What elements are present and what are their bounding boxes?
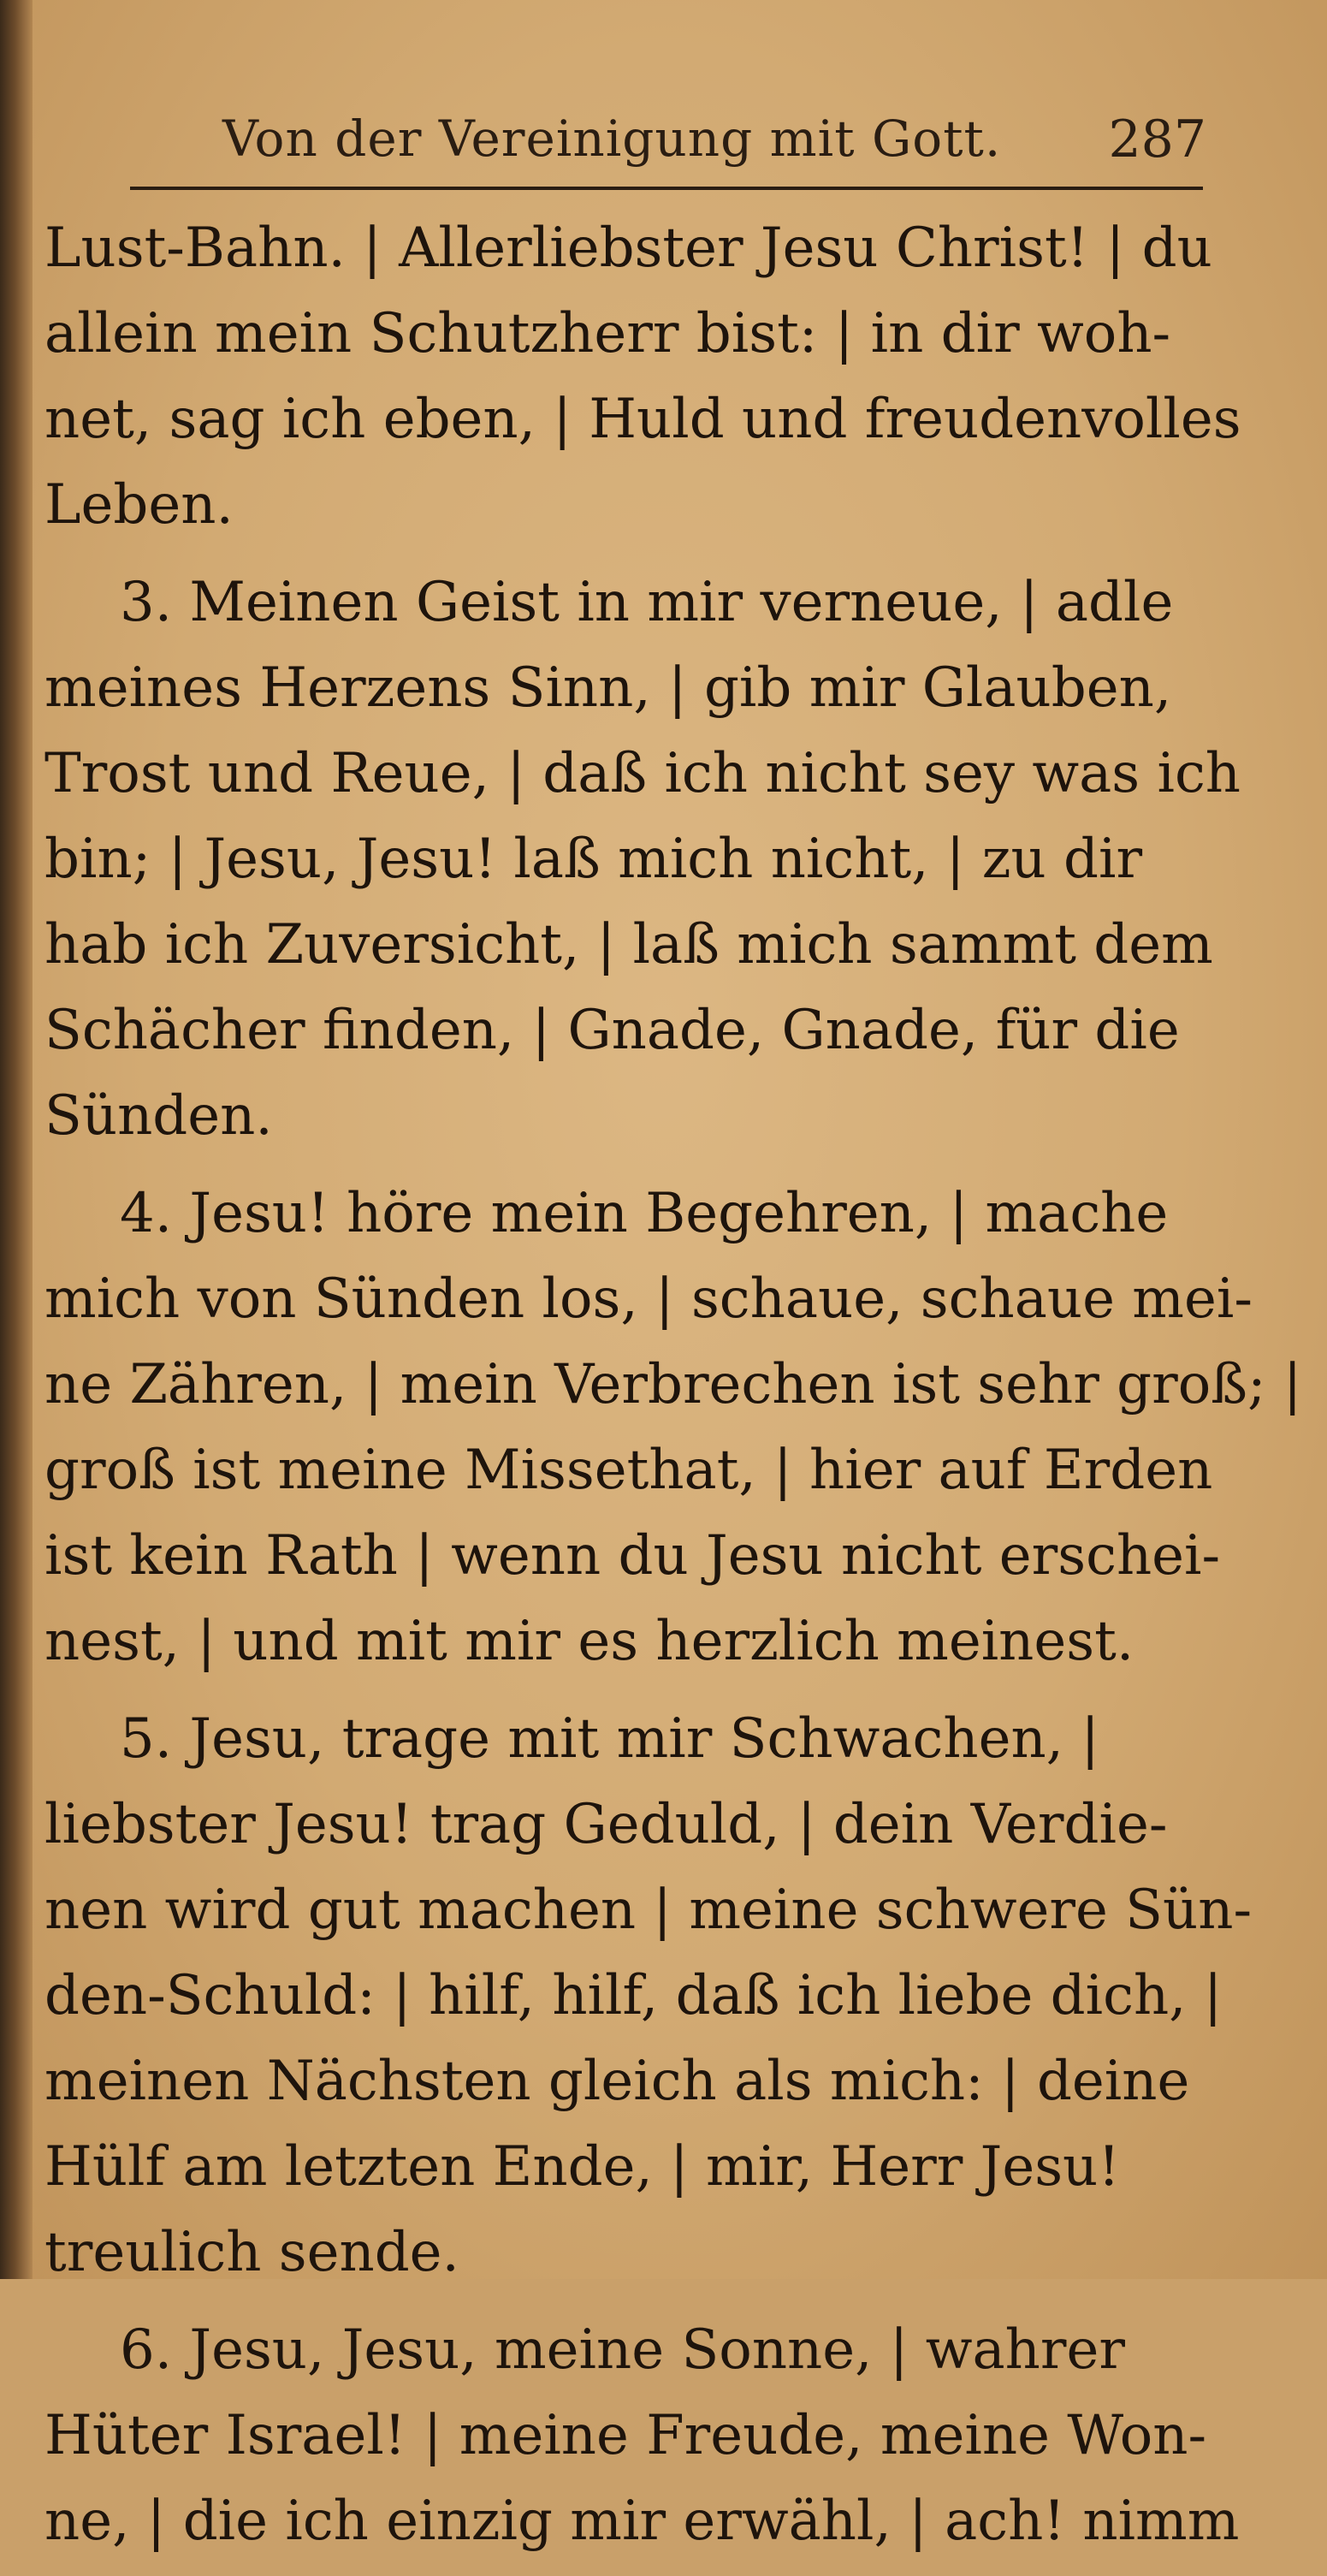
- text-line: Jesu, trage mit mir Schwachen, |: [189, 1707, 1099, 1771]
- text-line: ist kein Rath | wenn du Jesu nicht erschei-: [44, 1524, 1221, 1588]
- text-line: nest, | und mit mir es herzlich meinest.: [44, 1610, 1134, 1673]
- text-line: bin; | Jesu, Jesu! laß mich nicht, | zu dir: [44, 828, 1143, 891]
- text-line: Leben.: [44, 473, 234, 537]
- text-line: ne, | die ich einzig mir erwähl, | ach! nimm: [44, 2490, 1240, 2553]
- text-line: allein mein Schutzherr bist: | in dir woh-: [44, 302, 1171, 365]
- page-header: [103, 103, 1206, 180]
- page-number: 287: [1108, 110, 1206, 169]
- text-line: Sünden.: [44, 1084, 273, 1148]
- text-line: den-Schuld: | hilf, hilf, daß ich liebe dich, |: [44, 1964, 1223, 2027]
- stanza-5: [44, 1696, 1253, 2295]
- text-line: meinen Nächsten gleich als mich: | deine: [44, 2050, 1190, 2113]
- running-title: Von der Vereinigung mit Gott.: [222, 110, 1002, 168]
- text-line: mich von Sünden los, | schaue, schaue mei-: [44, 1267, 1253, 1331]
- text-line: Trost und Reue, | daß ich nicht sey was ich: [44, 742, 1241, 805]
- text-line: liebster Jesu! trag Geduld, | dein Verdie-: [44, 1793, 1168, 1856]
- text-line: hab ich Zuversicht, | laß mich sammt dem: [44, 913, 1213, 976]
- text-line: meines Herzens Sinn, | gib mir Glauben,: [44, 656, 1172, 720]
- stanza-number: 6.: [120, 2318, 173, 2382]
- text-line: Jesu! höre mein Begehren, | mache: [189, 1182, 1169, 1245]
- stanza-number: 3.: [120, 571, 173, 634]
- book-spine-shadow: [0, 0, 33, 2279]
- text-line: groß ist meine Missethat, | hier auf Erden: [44, 1439, 1213, 1502]
- text-line: Jesu, Jesu, meine Sonne, | wahrer: [189, 2318, 1125, 2382]
- text-line: Lust-Bahn. | Allerliebster Jesu Christ! | du: [44, 217, 1212, 280]
- text-line: Hüter Israel! | meine Freude, meine Won-: [44, 2404, 1207, 2467]
- text-line: nen wird gut machen | meine schwere Sün-: [44, 1879, 1253, 1942]
- text-line: ne Zähren, | mein Verbrechen ist sehr groß; |: [44, 1353, 1302, 1416]
- text-line: Schächer finden, | Gnade, Gnade, für die: [44, 999, 1180, 1062]
- stanza-4: [44, 1171, 1302, 1684]
- stanza-number: 5.: [120, 1707, 173, 1771]
- header-rule: [130, 187, 1203, 190]
- text-line: Hülf am letzten Ende, | mir, Herr Jesu!: [44, 2135, 1120, 2199]
- text-line: net, sag ich eben, | Huld und freudenvolles: [44, 388, 1241, 451]
- stanza-6: [44, 2307, 1240, 2564]
- text-line: treulich sende.: [44, 2221, 459, 2284]
- stanza-continuation: [44, 205, 1241, 548]
- stanza-3: [44, 560, 1241, 1159]
- stanza-number: 4.: [120, 1182, 173, 1245]
- body-text: [44, 205, 1302, 2576]
- text-line: Meinen Geist in mir verneue, | adle: [189, 571, 1174, 634]
